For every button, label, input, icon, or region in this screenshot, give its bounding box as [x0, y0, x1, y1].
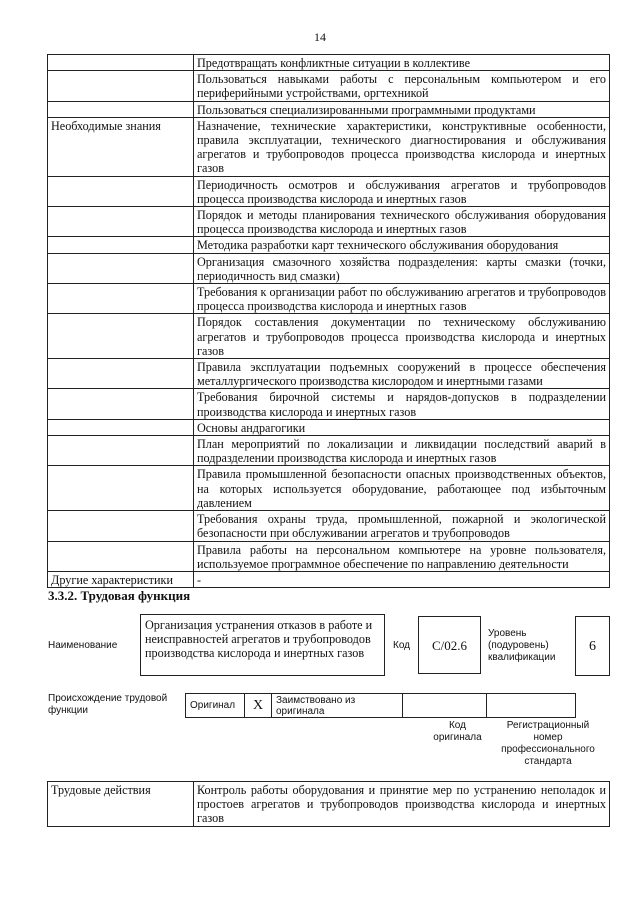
table-row	[48, 284, 610, 314]
row-text: Периодичность осмотров и обслуживания агрегатов и трубопроводов процесса производства кислорода и инертных газов	[194, 176, 610, 206]
row-text: Методика разработки карт технического обслуживания оборудования	[194, 237, 610, 253]
row-text: План мероприятий по локализации и ликвидации последствий аварий в подразделении производства кислорода и инертных газов	[194, 436, 610, 466]
borrowed-label: Заимствовано из оригинала	[272, 694, 403, 718]
code-label: Код	[393, 640, 411, 651]
row-text: Пользоваться навыками работы с персональным компьютером и его периферийными устройствами, оргтехникой	[194, 71, 610, 101]
row-label	[48, 207, 194, 237]
row-label	[48, 541, 194, 571]
code-caption: Код оригинала	[433, 720, 482, 743]
table-row	[48, 117, 610, 176]
table-row	[48, 511, 610, 541]
table-row	[48, 436, 610, 466]
table-row	[48, 466, 610, 511]
row-text: Требования бирочной системы и нарядов-допусков в подразделении производства кислорода и инертных газов	[194, 389, 610, 419]
row-label: Необходимые знания	[48, 117, 194, 176]
original-label: Оригинал	[186, 694, 245, 718]
row-label	[48, 55, 194, 71]
row-label: Другие характеристики	[48, 571, 194, 587]
actions-table	[47, 781, 610, 827]
qualification-level: 6	[575, 616, 610, 676]
actions-label: Трудовые действия	[48, 782, 194, 827]
row-text: Назначение, технические характеристики, конструктивные особенности, правила эксплуатации, технического диагностирования и обслуживания агрегатов и трубопроводов процесса производства кислорода и инертных газов	[194, 117, 610, 176]
function-name: Организация устранения отказов в работе и неисправностей агрегатов и трубопроводов производства кислорода и инертных газов	[140, 614, 385, 676]
row-label	[48, 284, 194, 314]
row-text: Порядок и методы планирования технического обслуживания оборудования процесса производства кислорода и инертных газов	[194, 207, 610, 237]
table-row	[48, 55, 610, 71]
table-row	[48, 71, 610, 101]
row-text: Требования к организации работ по обслуживанию агрегатов и трубопроводов процесса производства кислорода и инертных газов	[194, 284, 610, 314]
row-label	[48, 359, 194, 389]
table-row	[48, 389, 610, 419]
row-label	[48, 101, 194, 117]
table-row	[48, 419, 610, 435]
skills-table	[47, 54, 610, 588]
table-row	[48, 571, 610, 587]
registration-number-cell	[487, 694, 576, 718]
origin-label: Происхождение трудовой функции	[48, 693, 168, 716]
row-text: Правила работы на персональном компьютере на уровне пользователя, используемое программное обеспечение по направлению деятельности	[194, 541, 610, 571]
function-code: C/02.6	[418, 616, 481, 674]
row-label	[48, 389, 194, 419]
table-row	[48, 207, 610, 237]
section-title: 3.3.2. Трудовая функция	[48, 588, 191, 603]
row-text: Порядок составления документации по техническому обслуживанию агрегатов и трубопроводов процесса производства кислорода и инертных газов	[194, 314, 610, 359]
row-text: Основы андрагогики	[194, 419, 610, 435]
table-row	[48, 541, 610, 571]
row-text: Организация смазочного хозяйства подразделения: карты смазки (точки, периодичность вид смазки)	[194, 253, 610, 283]
row-text: Правила эксплуатации подъемных сооружений в процессе обеспечения металлургического производства кислородом и инертными газами	[194, 359, 610, 389]
row-text: Пользоваться специализированными программными продуктами	[194, 101, 610, 117]
original-mark: X	[245, 694, 272, 718]
row-label	[48, 237, 194, 253]
row-label	[48, 71, 194, 101]
table-row	[48, 237, 610, 253]
table-row	[48, 101, 610, 117]
table-row	[48, 176, 610, 206]
row-text: -	[194, 571, 610, 587]
row-label	[48, 436, 194, 466]
origin-table	[185, 693, 576, 718]
registration-caption: Регистрационный номер профессионального стандарта	[501, 720, 595, 767]
row-text: Правила промышленной безопасности опасных производственных объектов, на которых используется оборудование, работающее под избыточным давлением	[194, 466, 610, 511]
row-label	[48, 466, 194, 511]
page-number: 14	[314, 30, 326, 44]
original-code-cell	[403, 694, 487, 718]
level-label: Уровень (подуровень) квалификации	[488, 628, 556, 663]
row-label	[48, 314, 194, 359]
row-text: Предотвращать конфликтные ситуации в коллективе	[194, 55, 610, 71]
table-row	[48, 253, 610, 283]
actions-text: Контроль работы оборудования и принятие мер по устранению неполадок и простоев агрегатов и трубопроводов производства кислорода и инертных газов	[194, 782, 610, 827]
row-label	[48, 419, 194, 435]
name-label: Наименование	[48, 640, 118, 651]
table-row	[48, 359, 610, 389]
row-label	[48, 253, 194, 283]
row-label	[48, 176, 194, 206]
row-text: Требования охраны труда, промышленной, пожарной и экологической безопасности при обслуживании агрегатов и трубопроводов	[194, 511, 610, 541]
table-row	[48, 314, 610, 359]
row-label	[48, 511, 194, 541]
